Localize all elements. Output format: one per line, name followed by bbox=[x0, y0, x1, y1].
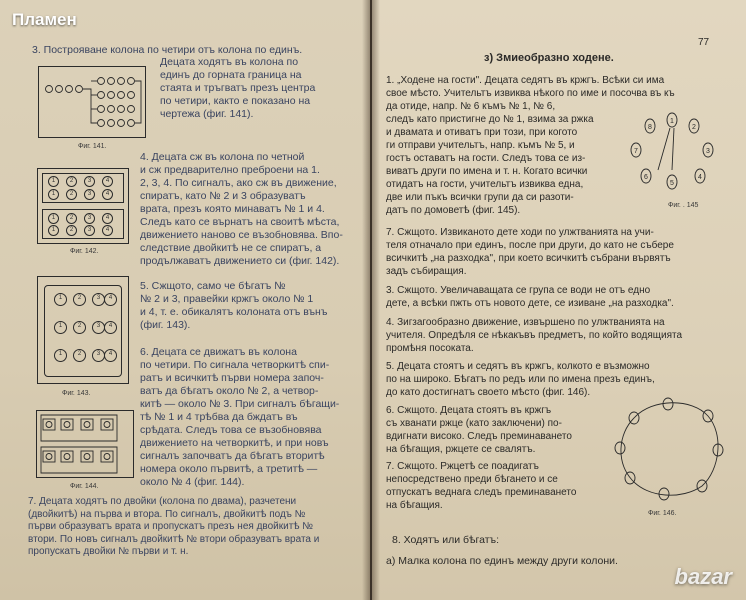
svg-text:6: 6 bbox=[644, 174, 648, 181]
right-paragraph-4: 4. Зигзагообразно движение, извършено по улжтванията на учителя. Опредѣля се нѣкакъвъ предметъ, по който водящията промѣня посоката. bbox=[386, 317, 683, 354]
right-paragraph-6: 6. Сжщото. Децата стоятъ въ кржгъ съ хванати ржце (като заключени) по- вдигнати високо. Следъ преминаването на бѣгащия, ржцете се свалятъ. bbox=[386, 405, 572, 455]
figure-144-caption: Фиг. 144. bbox=[70, 483, 99, 490]
paragraph-7: 7. Децата ходятъ по двойки (колона по двама), разчетени (двойкитѣ) на първа и втора. По сигналъ, двойкитѣ подъ № първи образуватъ врата и пропускатъ презъ нея двойкитѣ № втори. По новъ сигналъ двойкитѣ № втори образуватъ врата и пропускатъ двойки № първи и т. н. bbox=[28, 496, 320, 557]
figure-142-caption: Фиг. 142. bbox=[70, 248, 99, 255]
figure-145-caption: Фиг. . 145 bbox=[668, 202, 699, 209]
book-gutter bbox=[362, 0, 380, 600]
svg-text:5: 5 bbox=[670, 180, 674, 187]
svg-text:2: 2 bbox=[692, 124, 696, 131]
right-paragraph-2: 7. Сжщото. Извиканото дете ходи по улжтванията на учи- теля отначало при единъ, после при други, до като не събере всичкитѣ „на разходка", при което всичкитѣ събрани вървятъ задъ събиращия. bbox=[386, 227, 674, 277]
figure-146 bbox=[612, 394, 726, 502]
section-heading-right: з) Змиеобразно ходене. bbox=[484, 52, 614, 64]
page-number: 77 bbox=[698, 37, 710, 48]
right-paragraph-8: 8. Ходятъ или бѣгатъ: bbox=[392, 534, 499, 546]
svg-text:3: 3 bbox=[706, 148, 710, 155]
figure-146-caption: Фиг. 146. bbox=[648, 510, 677, 517]
svg-text:4: 4 bbox=[698, 174, 702, 181]
figure-142: 1 2 3 4 1 2 3 4 1 2 3 4 1 2 3 4 bbox=[37, 168, 129, 244]
section-heading: 3. Построяване колона по четири отъ колона по единъ. bbox=[32, 44, 303, 56]
figure-141-caption: Фиг. 141. bbox=[78, 143, 107, 150]
right-paragraph-7: 7. Сжщото. Ржцетѣ се поадигатъ непосредствено преди бѣгането и се отпускатъ веднага следъ преминаването на бѣгащия. bbox=[386, 461, 577, 511]
paragraph-3: Децата ходятъ въ колона по единъ до горната граница на стаята и тръгватъ презъ центра по четири, както е показано на чертежа (фиг. 141). bbox=[160, 56, 316, 120]
figure-143: 1 2 3 4 1 2 3 4 1 2 3 4 bbox=[37, 276, 129, 384]
figure-145 bbox=[624, 108, 724, 200]
right-paragraph-3: 3. Сжщото. Увеличаващата се група се води не отъ едно дете, а всѣки пжть отъ новото дете, се изиване „на разходка". bbox=[386, 285, 674, 309]
svg-text:7: 7 bbox=[634, 148, 638, 155]
figure-141 bbox=[38, 66, 146, 138]
right-paragraph-1: 1. „Ходене на гости". Децата седятъ въ кржгъ. Всѣки си има свое мѣсто. Учительтъ извиква нѣкого по име и посочва въ къ bbox=[386, 75, 675, 99]
figure-143-caption: Фиг. 143. bbox=[62, 390, 91, 397]
left-page bbox=[0, 0, 370, 600]
right-paragraph-1-cont: да отиде, напр. № 6 къмъ № 1, № 6, следъ като пристигне до № 1, взима за ржка и двамата и отиватъ при този, при когото ги отправи учительтъ, напр. къмъ № 5, и гостъ оставатъ на гости. Следъ това се из- виватъ други по имена и т. н. Когато всички отидатъ на гости, учительтъ извиква една, две или пъкъ всички групи да си разоти- датъ по домоветѣ (фиг. 145). bbox=[386, 101, 594, 216]
right-paragraph-8a: а) Малка колона по единъ между други колони. bbox=[386, 555, 618, 567]
paragraph-4: 4. Децата сж въ колона по четной и сж предварително преброени на 1. 2, 3, 4. По сигналъ, ако сж въ движение, спиратъ, като № 2 и 3 образуватъ врата, презъ която минаватъ № 1 и 4. Следъ като се върнатъ на своитѣ мѣста, движението наново се възобновява. Впо- следствие двойкитѣ не се спиратъ, а продължаватъ движението си (фиг. 142). bbox=[140, 151, 343, 267]
figure-144 bbox=[36, 410, 134, 478]
right-paragraph-5: 5. Децата стоятъ и седятъ въ кржгъ, колкото е възможно по на широко. Бѣгатъ по редъ или по имена презъ единъ, до като достигнатъ своето мѣсто (фиг. 146). bbox=[386, 361, 655, 398]
paragraph-5: 5. Сжщото, само че бѣгатъ № № 2 и 3, правейки кржгъ около № 1 и 4, т. е. обикалятъ колоната отъ вънъ (фиг. 143). bbox=[140, 280, 328, 331]
right-page bbox=[372, 0, 746, 600]
seller-name: Пламен bbox=[12, 10, 77, 29]
svg-text:1: 1 bbox=[670, 118, 674, 125]
svg-text:8: 8 bbox=[648, 124, 652, 131]
paragraph-6: 6. Децата се движатъ въ колона по четири. По сигнала четворкитѣ спи- ратъ и всичкитѣ първи номера започ- ватъ да бѣгатъ около № 2, а четвор- китѣ — около № 3. При сигналъ бѣгащи- тѣ № 1 и 4 трѣбва да бждатъ въ срѣдата. Следъ това се възобновява движението на четворкитѣ, и при новъ сигналъ започватъ да бѣгатъ вторитѣ номера около първитѣ, а третитѣ — около № 4 (фиг. 144). bbox=[140, 346, 340, 488]
watermark-logo: bazar bbox=[674, 564, 732, 589]
